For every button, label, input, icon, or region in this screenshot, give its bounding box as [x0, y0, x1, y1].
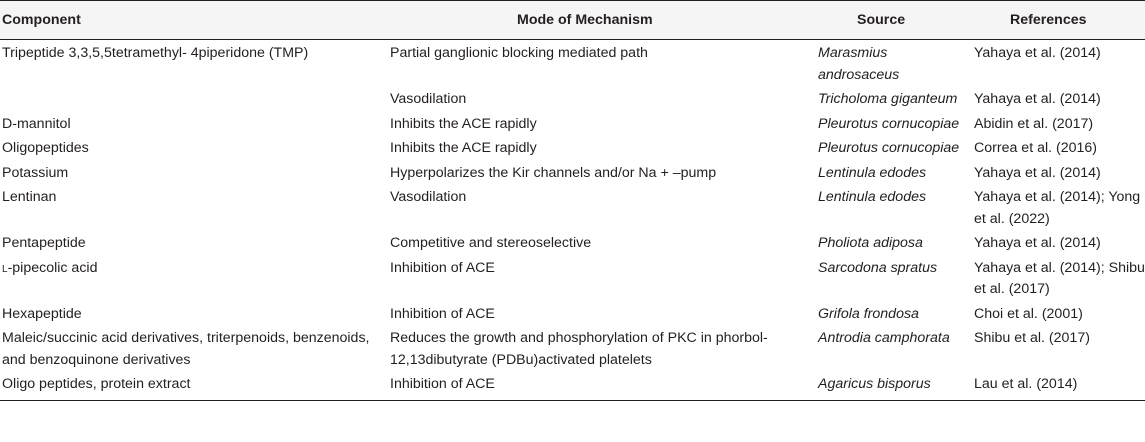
cell-component: Potassium [2, 164, 69, 181]
cell-component: Oligo peptides, protein extract [2, 376, 191, 392]
cell-references: Yahaya et al. (2014) [974, 45, 1101, 61]
cell-component: Oligopeptides [2, 140, 89, 156]
cell-references: Yahaya et al. (2014) [974, 91, 1101, 107]
cell-references: Yahaya et al. (2014); Shibu et al. (2017) [974, 259, 1145, 297]
cell-mechanism: Inhibits the ACE rapidly [390, 140, 537, 156]
cell-component: Maleic/succinic acid derivatives, triterpenoids, benzenoids, and benzoquinone derivatives [2, 330, 370, 368]
header-row [0, 1, 1145, 40]
cell-references: Yahaya et al. (2014) [974, 235, 1101, 251]
cell-mechanism: Competitive and stereoselective [390, 235, 592, 251]
table-row [0, 371, 1145, 400]
cell-component: D-mannitol [2, 115, 71, 132]
cell-source: Grifola frondosa [818, 305, 919, 322]
cell-component: Hexapeptide [2, 305, 82, 322]
table-row [0, 40, 1145, 87]
cell-references: Shibu et al. (2017) [974, 330, 1090, 346]
cell-mechanism: Inhibition of ACE [390, 259, 495, 276]
stereo-prefix: l [2, 259, 8, 276]
cell-mechanism: Reduces the growth and phosphorylation of PKC in phorbol-12,13dibutyrate (PDBu)activated platelets [390, 330, 768, 368]
column-header-references: References [966, 1, 1145, 40]
cell-mechanism: Inhibits the ACE rapidly [390, 115, 537, 132]
cell-component: l-pipecolic acid [2, 259, 98, 276]
cell-source: Agaricus bisporus [818, 376, 931, 392]
cell-mechanism: Inhibition of ACE [390, 376, 495, 392]
column-header-mechanism: Mode of Mechanism [390, 1, 818, 40]
table-row [0, 301, 1145, 326]
cell-mechanism: Partial ganglionic blocking mediated path [390, 45, 648, 61]
cell-source: Marasmius androsaceus [818, 45, 900, 83]
cell-references: Yahaya et al. (2014); Yong et al. (2022) [974, 189, 1141, 227]
table-row [0, 230, 1145, 255]
cell-source: Pholiota adiposa [818, 235, 923, 251]
cell-component [0, 86, 390, 111]
cell-component: Tripeptide 3,3,5,5tetramethyl- 4piperidone (TMP) [2, 45, 309, 61]
table-row [0, 184, 1145, 230]
cell-mechanism: Vasodilation [390, 91, 467, 107]
table-row [0, 325, 1145, 371]
cell-references: Yahaya et al. (2014) [974, 164, 1101, 181]
cell-source: Lentinula edodes [818, 164, 927, 181]
cell-references: Abidin et al. (2017) [974, 115, 1094, 132]
cell-mechanism: Vasodilation [390, 189, 467, 205]
cell-references: Lau et al. (2014) [974, 376, 1078, 392]
cell-source: Sarcodona spratus [818, 259, 938, 276]
table-row [0, 160, 1145, 185]
cell-mechanism: Inhibition of ACE [390, 305, 495, 322]
cell-component: Pentapeptide [2, 235, 86, 251]
column-header-source: Source [818, 1, 966, 40]
table-body [0, 40, 1145, 401]
table-row [0, 135, 1145, 160]
cell-references: Choi et al. (2001) [974, 305, 1083, 322]
cell-component: Lentinan [2, 189, 57, 205]
cell-mechanism: Hyperpolarizes the Kir channels and/or Na + –pump [390, 164, 717, 181]
table-row [0, 255, 1145, 301]
cell-source: Antrodia camphorata [818, 330, 950, 346]
cell-source: Pleurotus cornucopiae [818, 140, 960, 156]
cell-source: Pleurotus cornucopiae [818, 115, 960, 132]
cell-source: Lentinula edodes [818, 189, 927, 205]
cell-source: Tricholoma giganteum [818, 91, 958, 107]
table-row [0, 86, 1145, 111]
column-header-component: Component [0, 1, 390, 40]
cell-references: Correa et al. (2016) [974, 140, 1098, 156]
table-row [0, 111, 1145, 136]
